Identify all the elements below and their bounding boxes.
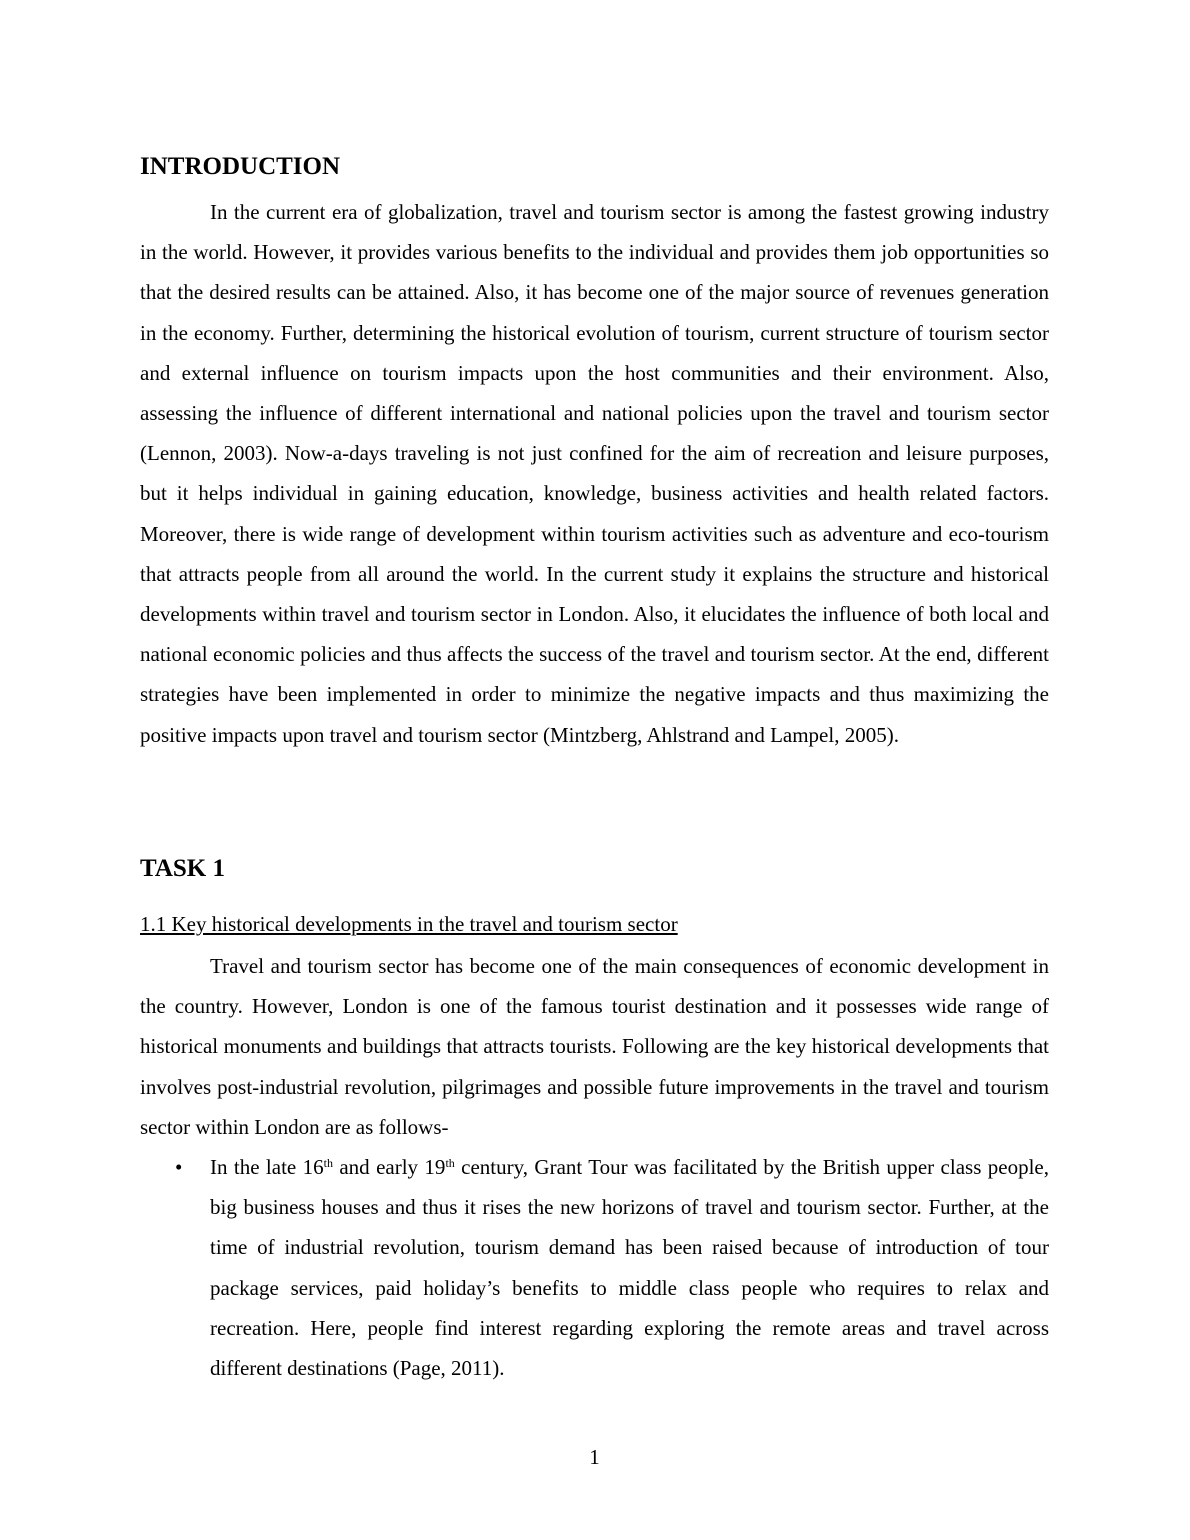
document-page [140, 0, 1049, 1540]
introduction-paragraph: In the current era of globalization, travel and tourism sector is among the fastest growing industry in the world. However, it provides various benefits to the individual and provides them job opportunities so that the desired results can be attained. Also, it has become one of the major source of revenues generation in the economy. Further, determining the historical evolution of tourism, current structure of tourism sector and external influence on tourism impacts upon the host communities and their environment. Also, assessing the influence of different international and national policies upon the travel and tourism sector (Lennon, 2003). Now-a-days traveling is not just confined for the aim of recreation and leisure purposes, but it helps individual in gaining education, knowledge, business activities and health related factors. Moreover, there is wide range of development within tourism activities such as adventure and eco-tourism that attracts people from all around the world. In the current study it explains the structure and historical developments within travel and tourism sector in London. Also, it elucidates the influence of both local and national economic policies and thus affects the success of the travel and tourism sector. At the end, different strategies have been implemented in order to minimize the negative impacts and thus maximizing the positive impacts upon travel and tourism sector (Mintzberg, Ahlstrand and Lampel, 2005). [140, 200, 1049, 747]
superscript-ordinal: th [445, 1156, 455, 1170]
bullet-text-part: and early 19 [332, 1155, 446, 1179]
bullet-text-part: In the late 16 [210, 1155, 324, 1179]
bullet-icon: • [175, 1155, 183, 1179]
historical-developments-list [140, 1147, 1049, 1388]
superscript-ordinal: th [323, 1156, 333, 1170]
introduction-heading: INTRODUCTION [140, 153, 341, 180]
bullet-text-part: century, Grant Tour was facilitated by the British upper class people, big business houses and thus it rises the new horizons of travel and tourism sector. Further, at the time of industrial revolution, tourism demand has been raised because of introduction of tour package services, paid holiday’s benefits to middle class people who requires to relax and recreation. Here, people find interest regarding exploring the remote areas and travel across different destinations (Page, 2011). [210, 1155, 1049, 1381]
list-item [140, 1147, 1049, 1388]
task-1-paragraph: Travel and tourism sector has become one of the main consequences of economic development in the country. However, London is one of the famous tourist destination and it possesses wide range of historical monuments and buildings that attracts tourists. Following are the key historical developments that involves post-industrial revolution, pilgrimages and possible future improvements in the travel and tourism sector within London are as follows- [140, 954, 1049, 1139]
page-number: 1 [589, 1445, 600, 1469]
task-1-heading: TASK 1 [140, 855, 225, 882]
section-1-1-subheading: 1.1 Key historical developments in the travel and tourism sector [140, 912, 678, 936]
